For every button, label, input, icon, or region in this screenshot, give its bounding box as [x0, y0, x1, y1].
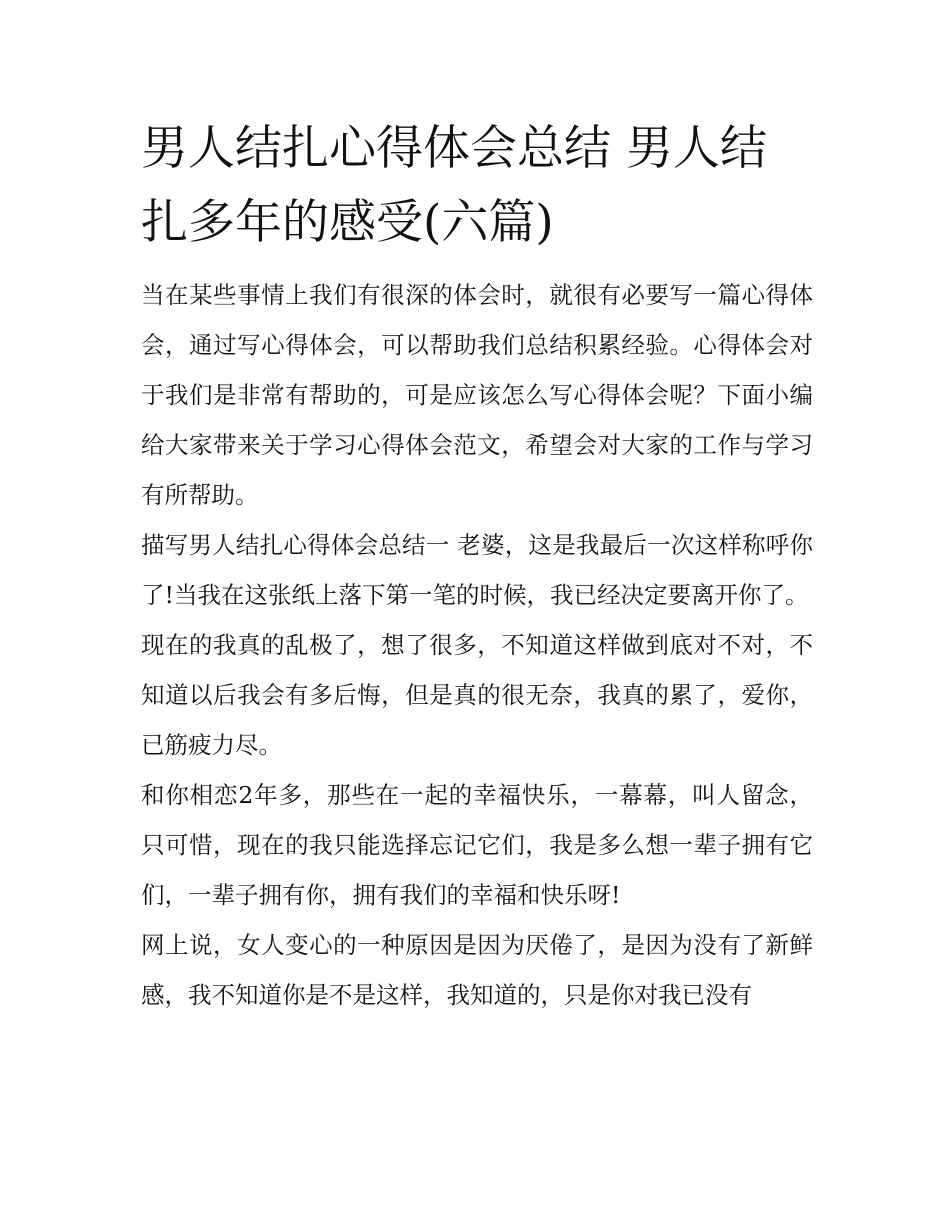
paragraph: 描写男人结扎心得体会总结一 老婆，这是我最后一次这样称呼你了!当我在这张纸上落下第一笔的时候，我已经决定要离开你了。	[141, 531, 813, 609]
document-content	[141, 112, 813, 1020]
paragraph: 现在的我真的乱极了，想了很多，不知道这样做到底对不对，不知道以后我会有多后悔，但是真的很无奈，我真的累了，爱你，已筋疲力尽。	[141, 631, 813, 759]
paragraph: 网上说，女人变心的一种原因是因为厌倦了，是因为没有了新鲜感，我不知道你是不是这样，我知道的，只是你对我已没有	[141, 931, 813, 1009]
document-body	[141, 270, 813, 1020]
document-title: 男人结扎心得体会总结 男人结扎多年的感受(六篇)	[141, 121, 767, 250]
paragraph-intro: 当在某些事情上我们有很深的体会时，就很有必要写一篇心得体会，通过写心得体会，可以帮助我们总结积累经验。心得体会对于我们是非常有帮助的，可是应该怎么写心得体会呢？下面小编给大家带来关于学习心得体会范文，希望会对大家的工作与学习有所帮助。	[141, 281, 813, 509]
paragraph: 和你相恋2年多，那些在一起的幸福快乐，一幕幕，叫人留念，只可惜，现在的我只能选择忘记它们，我是多么想一辈子拥有它们，一辈子拥有你，拥有我们的幸福和快乐呀!	[141, 781, 813, 909]
